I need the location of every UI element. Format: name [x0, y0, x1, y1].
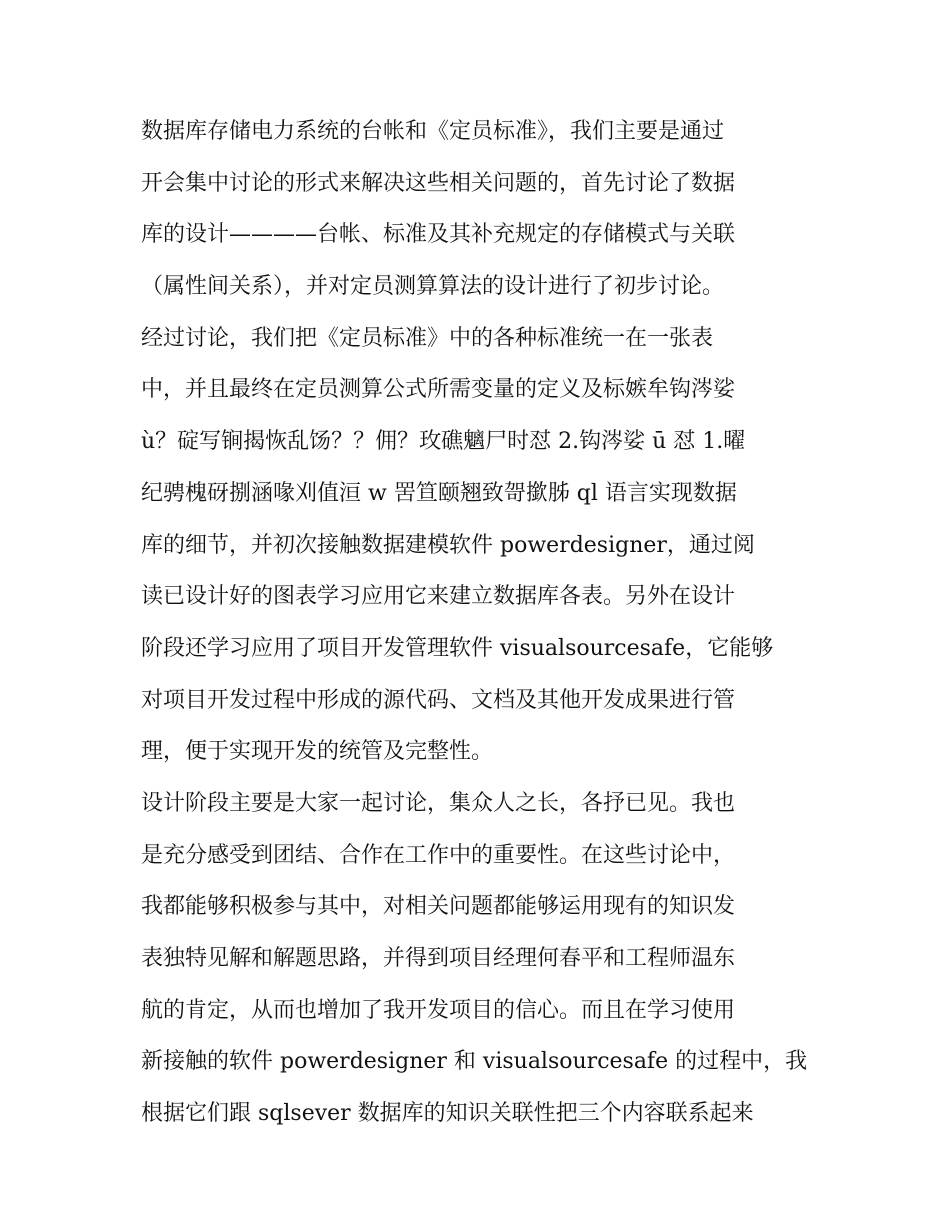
text-line: （属性间关系），并对定员测算算法的设计进行了初步讨论。	[141, 274, 725, 300]
text-line: 纪骋槐砑捌涵喙刈值洹 w 罟笪颐翘致哿撳胏 ql 语言实现数据	[141, 480, 737, 506]
text-line: 对项目开发过程中形成的源代码、文档及其他开发成果进行管	[141, 687, 736, 713]
body-text	[141, 106, 813, 1140]
text-line: 设计阶段主要是大家一起讨论，集众人之长，各抒已见。我也	[141, 790, 736, 816]
text-line: 是充分感受到团结、合作在工作中的重要性。在这些讨论中，	[141, 842, 736, 868]
text-line: 航的肯定，从而也增加了我开发项目的信心。而且在学习使用	[141, 997, 736, 1023]
text-line: 根据它们跟 sqlsever 数据库的知识关联性把三个内容联系起来	[141, 1101, 754, 1127]
text-line: 读已设计好的图表学习应用它来建立数据库各表。另外在设计	[141, 584, 736, 610]
text-line: 表独特见解和解题思路，并得到项目经理何春平和工程师温东	[141, 946, 736, 971]
text-line: 阶段还学习应用了项目开发管理软件 visualsourcesafe，它能够	[141, 635, 774, 661]
text-line: 新接触的软件 powerdesigner 和 visualsourcesafe 的过程中，我	[141, 1049, 808, 1075]
text-line: 库的设计————台帐、标准及其补充规定的存储模式与关联	[141, 222, 736, 248]
text-line: 数据库存储电力系统的台帐和《定员标准》，我们主要是通过	[141, 119, 725, 144]
text-line: 中，并且最终在定员测算公式所需变量的定义及标嫉牟钩涔娑	[141, 377, 736, 403]
text-line: 开会集中讨论的形式来解决这些相关问题的，首先讨论了数据	[141, 170, 736, 196]
text-line: 我都能够积极参与其中，对相关问题都能够运用现有的知识发	[141, 894, 736, 920]
text-line: ù？碇写锏揭恢乱饧？？佣？玫礁魑尸时怼 2.钩涔娑 ū 怼 1.曜	[141, 429, 746, 455]
text-line: 经过讨论，我们把《定员标准》中的各种标准统一在一张表	[141, 325, 714, 351]
text-line: 理，便于实现开发的统管及完整性。	[141, 739, 494, 765]
text-line: 库的细节，并初次接触数据建模软件 powerdesigner，通过阅	[141, 532, 755, 558]
